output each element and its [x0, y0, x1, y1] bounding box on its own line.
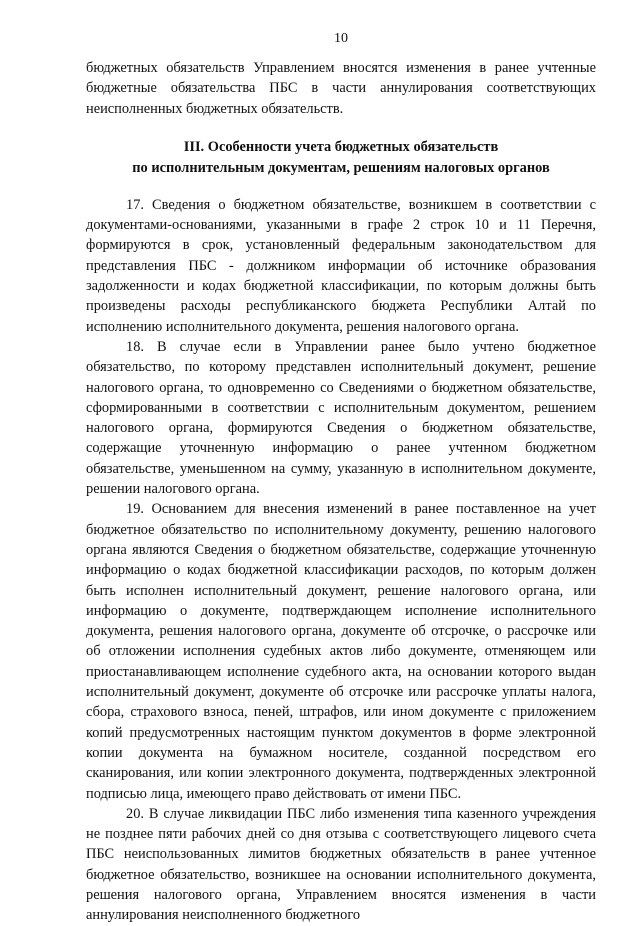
page-number: 10 [334, 31, 348, 46]
paragraph-17: 17. Сведения о бюджетном обязательстве, возникшем в соответствии с документами-основаниями, указанными в графе 2 строк 10 и 11 Перечня, формируются в срок, установленный федеральным законодательством для представления ПБС - должником информации об источнике образования задолженности и кодах бюджетной классификации, по которым должны быть произведены расходы республиканского бюджета Республики Алтай по исполнению исполнительного документа, решения налогового органа. [86, 196, 596, 335]
section-title-line-1: III. Особенности учета бюджетных обязательств [183, 138, 499, 155]
paragraph-20: 20. В случае ликвидации ПБС либо изменения типа казенного учреждения не позднее пяти рабочих дней со дня отзыва с соответствующего лицевого счета ПБС неиспользованных лимитов бюджетных обязательств в ранее учтенное бюджетное обязательство, возникшее на основании исполнительного документа, решения налогового органа, Управлением вносятся изменения в части аннулирования неисполненного бюджетного [86, 805, 596, 924]
paragraph-19: 19. Основанием для внесения изменений в ранее поставленное на учет бюджетное обязательство по исполнительному документу, решению налогового органа являются Сведения о бюджетном обязательстве, содержащие уточненную информацию о кодах бюджетной классификации расходов, по которым должен быть исполнен исполнительный документ, решение налогового органа, или информацию о документе, подтверждающем исполнение исполнительного документа, решения налогового органа, документе об отсрочке, о рассрочке или об отложении исполнения судебных актов либо документе, отменяющем или приостанавливающем исполнение судебного акта, на основании которого выдан исполнительный документ, документе об отсрочке или рассрочке уплаты налога, сбора, страхового взноса, пеней, штрафов, или ином документе с приложением копий предусмотренных настоящим пунктом документов в форме электронной копии документа на бумажном носителе, созданной посредством его сканирования, или копии электронного документа, подтвержденных электронной подписью лица, имеющего право действовать от имени ПБС. [86, 501, 596, 802]
section-heading [86, 137, 596, 179]
intro-paragraph: бюджетных обязательств Управлением вносятся изменения в ранее учтенные бюджетные обязательства ПБС в части аннулирования соответствующих неисполненных бюджетных обязательств. [86, 60, 596, 117]
section-title-line-2: по исполнительным документам, решениям налоговых органов [132, 159, 550, 176]
paragraph-18: 18. В случае если в Управлении ранее было учтено бюджетное обязательство, по которому представлен исполнительный документ, решение налогового органа, то одновременно со Сведениями о бюджетном обязательстве, сформированными в соответствии с исполнительным документом, решением налогового органа, формируются Сведения о бюджетном обязательстве, содержащие уточненную информацию о ранее учтенном бюджетном обязательстве, уменьшенном на сумму, указанную в исполнительном документе, решении налогового органа. [86, 338, 596, 498]
